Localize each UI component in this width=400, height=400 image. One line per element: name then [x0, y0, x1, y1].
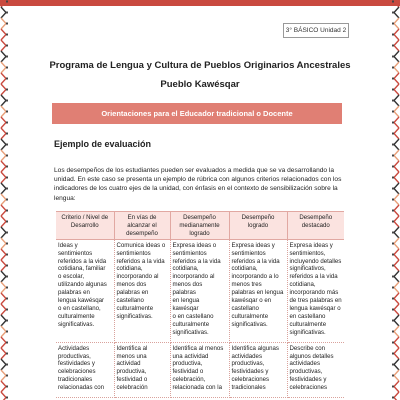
border-zigzag-segment: [394, 392, 399, 400]
table-cell: Ideas y sentimientos referidos a la vida cotidiana, familiar o escolar, utilizando algunas palabras en lengua kawésqar o en castellano, culturalmente significativas.: [56, 239, 114, 342]
border-zigzag-segment: [1, 260, 6, 271]
header-en-vias: En vías de alcanzar el desempeño: [114, 212, 170, 240]
border-dot: [392, 122, 394, 124]
border-dot: [6, 232, 8, 234]
grade-unit-badge: 3° BÁSICO Unidad 2: [283, 23, 349, 38]
border-dot: [392, 188, 394, 190]
border-dot: [392, 243, 394, 245]
border-dot: [6, 276, 8, 278]
rubric-table: [56, 211, 344, 398]
people-title: Pueblo Kawésqar: [160, 79, 240, 90]
border-zigzag-segment: [394, 128, 399, 139]
border-dot: [392, 111, 394, 113]
border-zigzag-segment: [1, 139, 6, 150]
border-zigzag-segment: [1, 0, 6, 7]
border-zigzag-segment: [394, 0, 399, 7]
border-zigzag-segment: [1, 183, 6, 194]
border-zigzag-segment: [1, 249, 6, 260]
border-dot: [392, 364, 394, 366]
border-dot: [392, 34, 394, 36]
border-zigzag-segment: [1, 337, 6, 348]
border-dot: [6, 287, 8, 289]
border-dot: [6, 353, 8, 355]
table-cell: Describe con algunos detalles actividades productivas, festividades y celebraciones: [287, 342, 344, 397]
border-zigzag-segment: [394, 7, 399, 18]
border-zigzag-segment: [1, 348, 6, 359]
border-dot: [392, 12, 394, 14]
border-zigzag-segment: [1, 117, 6, 128]
border-zigzag-segment: [394, 216, 399, 227]
program-title: Programa de Lengua y Cultura de Pueblos Originarios Ancestrales: [49, 60, 351, 71]
border-dot: [6, 298, 8, 300]
border-dot: [6, 111, 8, 113]
border-zigzag-segment: [1, 7, 6, 18]
border-zigzag-segment: [394, 117, 399, 128]
border-dot: [392, 331, 394, 333]
border-zigzag-segment: [394, 315, 399, 326]
border-dot: [6, 177, 8, 179]
border-dot: [6, 254, 8, 256]
border-dot: [6, 1, 8, 3]
border-zigzag-segment: [1, 381, 6, 392]
border-dot: [6, 23, 8, 25]
border-zigzag-segment: [394, 260, 399, 271]
border-dot: [6, 342, 8, 344]
border-dot: [392, 210, 394, 212]
border-zigzag-segment: [394, 161, 399, 172]
header-medianamente: Desempeño medianamente logrado: [170, 212, 229, 240]
border-zigzag-segment: [1, 326, 6, 337]
border-zigzag-segment: [1, 227, 6, 238]
border-zigzag-segment: [1, 315, 6, 326]
border-zigzag-segment: [394, 238, 399, 249]
border-dot: [392, 100, 394, 102]
border-dot: [392, 221, 394, 223]
border-dot: [392, 375, 394, 377]
border-dot: [6, 144, 8, 146]
border-dot: [6, 210, 8, 212]
header-criterio: Criterio / Nivel de Desarrollo: [56, 212, 114, 240]
border-dot: [392, 386, 394, 388]
border-dot: [6, 166, 8, 168]
border-dot: [6, 386, 8, 388]
table-cell: Actividades productivas, festividades y celebraciones tradicionales relacionadas con: [56, 342, 114, 397]
section-title: Ejemplo de evaluación: [54, 139, 152, 149]
border-dot: [6, 100, 8, 102]
border-zigzag-segment: [1, 392, 6, 400]
border-zigzag-segment: [1, 18, 6, 29]
border-zigzag-segment: [394, 370, 399, 381]
border-zigzag-segment: [1, 238, 6, 249]
border-dot: [392, 199, 394, 201]
border-zigzag-segment: [394, 205, 399, 216]
border-zigzag-segment: [1, 172, 6, 183]
border-zigzag-segment: [394, 18, 399, 29]
border-zigzag-segment: [1, 128, 6, 139]
border-dot: [392, 133, 394, 135]
border-zigzag-segment: [394, 337, 399, 348]
border-dot: [392, 45, 394, 47]
table-cell: Identifica algunas actividades productivas, festividades y celebraciones tradicionales: [229, 342, 287, 397]
border-zigzag-segment: [394, 139, 399, 150]
border-dot: [6, 188, 8, 190]
table-cell: Expresa ideas y sentimientos, incluyendo detalles significativos, referidos a la vida cotidiana, incorporando más de tres palabras en lengua kawésqar o en castellano culturalmente significativas.: [287, 239, 344, 342]
border-dot: [392, 276, 394, 278]
border-dot: [392, 144, 394, 146]
border-zigzag-segment: [1, 40, 6, 51]
border-zigzag-segment: [394, 106, 399, 117]
border-dot: [392, 320, 394, 322]
border-dot: [6, 375, 8, 377]
border-dot: [6, 122, 8, 124]
border-zigzag-segment: [394, 249, 399, 260]
border-zigzag-segment: [1, 359, 6, 370]
orientation-banner: Orientaciones para el Educador tradicional o Docente: [52, 103, 342, 124]
border-dot: [392, 287, 394, 289]
border-zigzag-segment: [1, 205, 6, 216]
border-zigzag-segment: [394, 150, 399, 161]
border-dot: [392, 232, 394, 234]
border-zigzag-segment: [394, 227, 399, 238]
border-dot: [6, 320, 8, 322]
border-zigzag-segment: [394, 271, 399, 282]
border-dot: [392, 254, 394, 256]
border-dot: [6, 45, 8, 47]
border-dot: [6, 133, 8, 135]
table-row: [56, 342, 344, 397]
header-destacado: Desempeño destacado: [287, 212, 344, 240]
border-dot: [6, 12, 8, 14]
border-zigzag-segment: [1, 293, 6, 304]
border-zigzag-segment: [394, 29, 399, 40]
rubric-header-row: [56, 212, 344, 240]
border-zigzag-segment: [1, 282, 6, 293]
border-zigzag-segment: [1, 95, 6, 106]
border-zigzag-segment: [1, 370, 6, 381]
table-cell: Comunica ideas o sentimientos referidos a la vida cotidiana, incorporando al menos dos palabras en castellano culturalmente significativas.: [114, 239, 170, 342]
border-dot: [392, 309, 394, 311]
table-cell: Identifica al menos una actividad productiva, festividad o celebración, relacionada con la: [170, 342, 229, 397]
header-logrado: Desempeño logrado: [229, 212, 287, 240]
border-dot: [392, 298, 394, 300]
border-dot: [392, 1, 394, 3]
table-cell: Expresa ideas o sentimientos referidos a la vida cotidiana, incorporando al menos dos palabras en lengua kawésqar o en castellano culturalmente significativas.: [170, 239, 229, 342]
border-dot: [6, 243, 8, 245]
border-dot: [6, 34, 8, 36]
border-zigzag-segment: [394, 381, 399, 392]
border-dot: [392, 353, 394, 355]
border-zigzag-segment: [394, 95, 399, 106]
border-dot: [6, 331, 8, 333]
border-zigzag-segment: [394, 282, 399, 293]
border-dot: [6, 221, 8, 223]
border-zigzag-segment: [1, 271, 6, 282]
border-zigzag-segment: [394, 326, 399, 337]
border-dot: [392, 155, 394, 157]
border-zigzag-segment: [1, 216, 6, 227]
border-zigzag-segment: [394, 172, 399, 183]
border-dot: [392, 56, 394, 58]
border-zigzag-segment: [1, 161, 6, 172]
border-zigzag-segment: [1, 304, 6, 315]
intro-paragraph: Los desempeños de los estudiantes pueden ser evaluados a medida que se va desarrollando la unidad. En este caso se presenta un ejemplo de rúbrica con algunos criterios relacionados con los indicadores de los cuatro ejes de la unidad, con énfasis en el contexto de sensibilización sobre la lengua:: [54, 167, 342, 202]
border-zigzag-segment: [1, 194, 6, 205]
border-dot: [6, 199, 8, 201]
table-cell: Expresa ideas y sentimientos referidos a la vida cotidiana, incorporando a lo menos tres palabras en lengua kawésqar o en castellano culturalmente significativas.: [229, 239, 287, 342]
border-dot: [392, 265, 394, 267]
border-zigzag-segment: [1, 150, 6, 161]
border-zigzag-segment: [1, 106, 6, 117]
border-dot: [6, 56, 8, 58]
border-dot: [6, 309, 8, 311]
table-cell: Identifica al menos una actividad productiva, festividad o celebración: [114, 342, 170, 397]
border-zigzag-segment: [394, 304, 399, 315]
border-dot: [6, 155, 8, 157]
border-zigzag-segment: [394, 348, 399, 359]
border-dot: [6, 364, 8, 366]
border-dot: [6, 397, 8, 399]
top-accent-bar: [0, 0, 400, 6]
border-zigzag-segment: [394, 359, 399, 370]
border-dot: [392, 397, 394, 399]
border-dot: [6, 265, 8, 267]
border-dot: [392, 342, 394, 344]
border-zigzag-segment: [394, 293, 399, 304]
border-dot: [392, 23, 394, 25]
border-zigzag-segment: [394, 183, 399, 194]
border-dot: [392, 177, 394, 179]
border-dot: [392, 166, 394, 168]
table-row: [56, 239, 344, 342]
border-zigzag-segment: [394, 40, 399, 51]
border-zigzag-segment: [394, 194, 399, 205]
border-zigzag-segment: [1, 29, 6, 40]
